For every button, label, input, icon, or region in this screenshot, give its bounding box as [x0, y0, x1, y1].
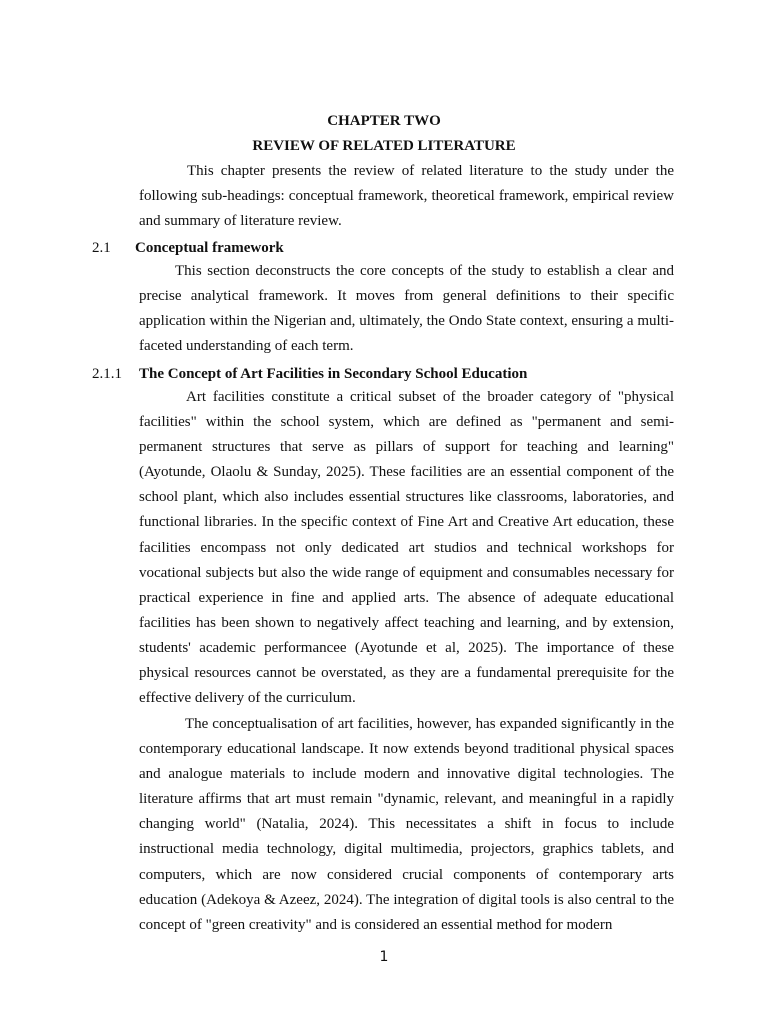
section-number: 2.1.1 [92, 366, 122, 382]
page-number: 1 [379, 949, 389, 965]
section-2-1-1-paragraph-1: Art facilities constitute a critical subset of the broader category of "physical facilities" within the school system, which are defined as "permanent and semi-permanent structures that serve as pillars of support for teaching and learning" (Ayotunde, Olaolu & Sunday, 2025). These facilities are an essential component of the school plant, which also includes essential structures like classrooms, laboratories, and functional libraries. In the specific context of Fine Art and Creative Art education, these facilities encompass not only dedicated art studios and technical workshops for vocational subjects but also the wide range of equipment and consumables necessary for practical experience in fine and applied arts. The absence of adequate educational facilities has been shown to negatively affect teaching and learning, and by extension, students' academic performancee (Ayotunde et al, 2025). The importance of these physical resources cannot be overstated, as they are a fundamental prerequisite for the effective delivery of the curriculum. [139, 389, 674, 707]
section-number: 2.1 [92, 240, 111, 256]
section-title: The Concept of Art Facilities in Secondary School Education [139, 366, 528, 382]
chapter-subtitle: REVIEW OF RELATED LITERATURE [252, 138, 516, 154]
section-title: Conceptual framework [135, 240, 284, 256]
chapter-title: CHAPTER TWO [327, 113, 441, 129]
intro-paragraph: This chapter presents the review of related literature to the study under the following sub-headings: conceptual framework, theoretical framework, empirical review and summary of literature review. [139, 163, 674, 230]
section-2-1-1-paragraph-2: The conceptualisation of art facilities, however, has expanded significantly in the contemporary educational landscape. It now extends beyond traditional physical spaces and analogue materials to include modern and innovative digital technologies. The literature affirms that art must remain "dynamic, relevant, and meaningful in a rapidly changing world" (Natalia, 2024). This necessitates a shift in focus to include instructional media technology, digital multimedia, projectors, graphics tablets, and computers, which are now considered crucial components of contemporary arts education (Adekoya & Azeez, 2024). The integration of digital tools is also central to the concept of "green creativity" and is considered an essential method for modern [139, 716, 674, 933]
section-2-1-paragraph: This section deconstructs the core concepts of the study to establish a clear and precise analytical framework. It moves from general definitions to their specific application within the Nigerian and, ultimately, the Ondo State context, ensuring a multi-faceted understanding of each term. [139, 263, 674, 355]
